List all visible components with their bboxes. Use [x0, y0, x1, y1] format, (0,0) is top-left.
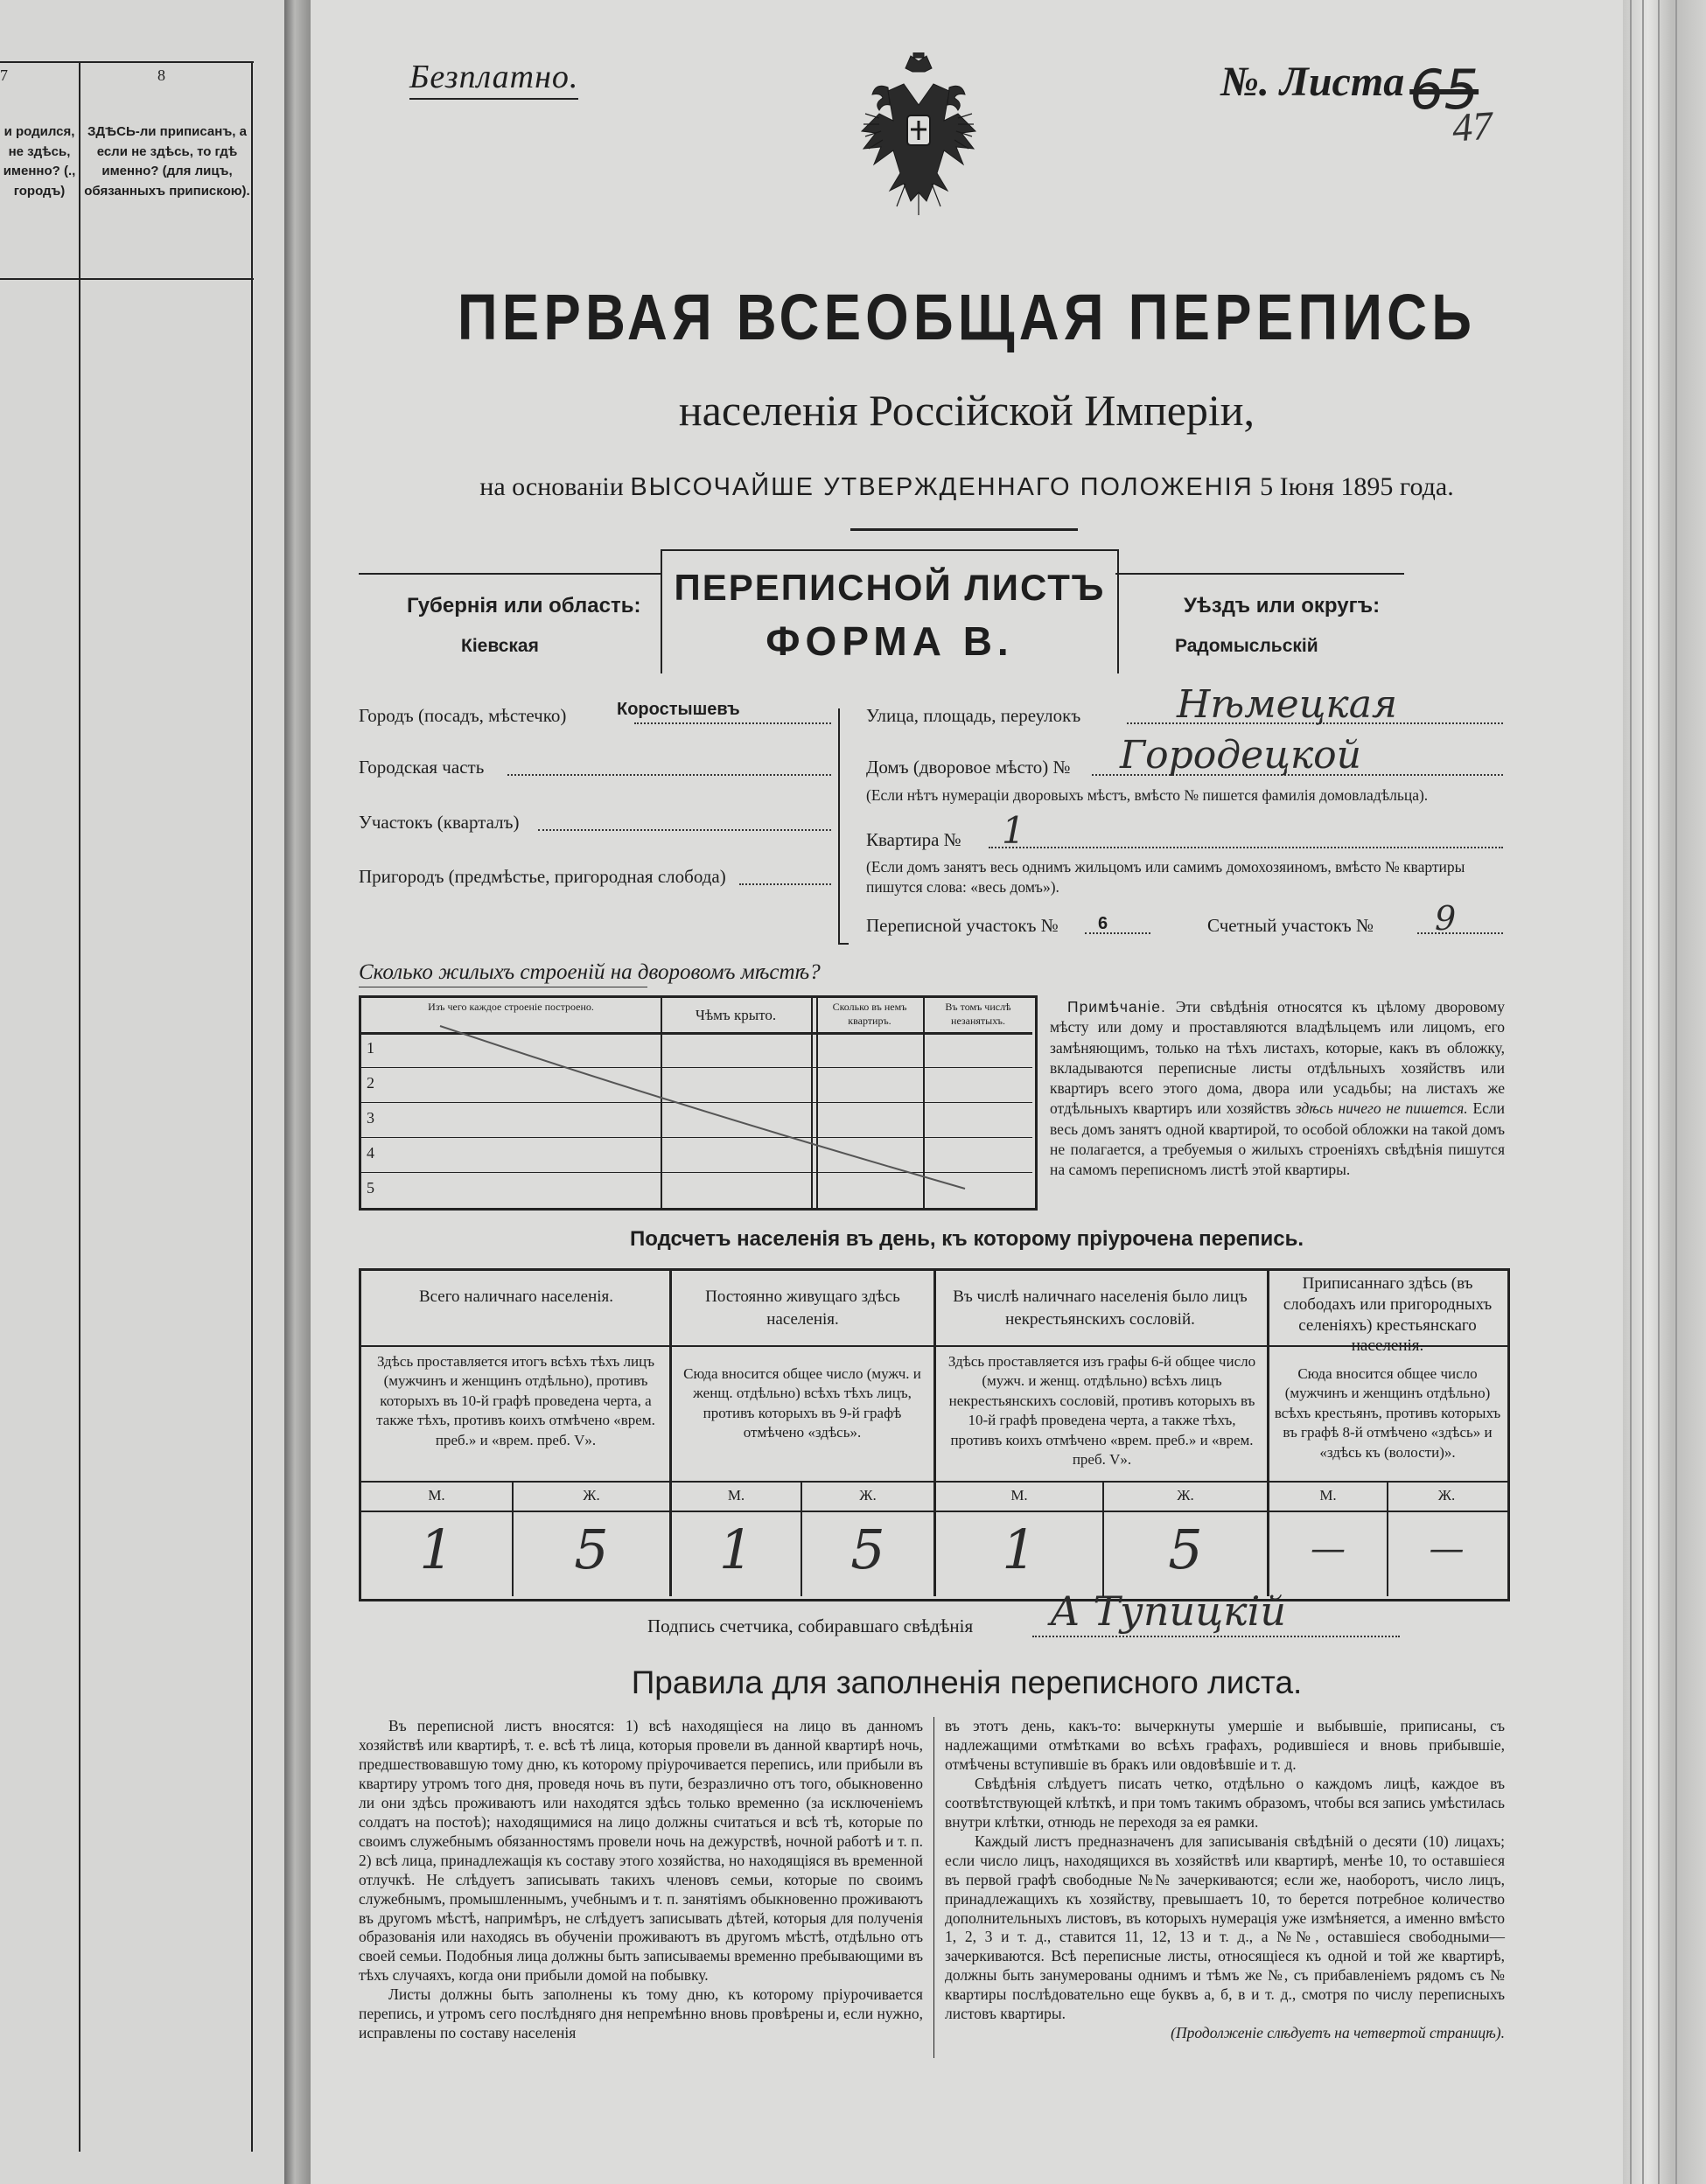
note-text-2: Если весь домъ занятъ одной квартирой, то особой обложки на такой домъ не полагается, а требуемыя о жилыхъ строеніяхъ свѣдѣнія пишутся на самомъ переписномъ листѣ этой квартиры. — [1050, 1099, 1505, 1179]
buildings-row-1: 1 — [367, 1039, 374, 1057]
city-value: Коростышевъ — [617, 700, 740, 719]
pop-col1-m-label: М. — [428, 1487, 445, 1504]
basis-prefix: на основаніи — [479, 472, 624, 501]
edge-line-1 — [1630, 0, 1632, 2184]
free-label: Безплатно. — [409, 58, 578, 100]
apartment-label: Квартира № — [866, 829, 961, 850]
pop-col1-f-value: 5 — [574, 1518, 609, 1581]
count-section-value: 9 — [1435, 899, 1457, 938]
pop-col3-f-label: Ж. — [1177, 1487, 1194, 1504]
signature-line — [1032, 1636, 1400, 1637]
census-section-label: Переписной участокъ № — [866, 915, 1059, 936]
prigorod-line — [739, 883, 831, 885]
apartment-value: 1 — [1002, 809, 1025, 852]
sheet-title-box — [661, 549, 1119, 673]
rules-right-p2: Свѣдѣнія слѣдуетъ писать четко, отдѣльно о каждомъ лицѣ, каждое въ соотвѣтствующей клѣткѣ, и при томъ такимъ образомъ, чтобы вся запись умѣстилась внутри клѣтки, отнюдь не переходя за ея рамки. — [945, 1774, 1505, 1831]
pop-col4-desc: Сюда вносится общее число (мужчинъ и женщинъ отдѣльно) всѣхъ крестьянъ, противъ которыхъ въ графѣ 8-й отмѣчено «здѣсь» и «здѣсь къ (волости)». — [1274, 1365, 1501, 1461]
city-part-label: Городская часть — [359, 757, 485, 778]
pop-col2-m-label: М. — [727, 1487, 745, 1504]
pop-col3-header: Въ числѣ наличнаго населенія было лицъ некрестьянскихъ сословій. — [953, 1287, 1248, 1329]
main-title: ПЕРВАЯ ВСЕОБЩАЯ ПЕРЕПИСЬ — [457, 281, 1477, 353]
uezd-block — [1115, 573, 1404, 673]
gubernia-value: Кіевская — [461, 636, 539, 656]
count-section-line — [1417, 932, 1503, 934]
buildings-row-2: 2 — [367, 1074, 374, 1092]
pop-col1-desc: Здѣсь проставляется итогъ всѣхъ тѣхъ лицъ (мужчинъ и женщинъ отдѣльно), противъ которыхъ въ 10-й графѣ проведена черта, а также тѣхъ, противъ коихъ отмѣчено «врем. преб.» и «врем. преб. V». — [376, 1353, 655, 1448]
rules-continued: (Продолженіе слѣдуетъ на четвертой страницѣ). — [1171, 2024, 1505, 2042]
col7-number: 7 — [0, 66, 8, 84]
prigorod-label: Пригородъ (предмѣстье, пригородная слобода) — [359, 866, 726, 887]
house-note: (Если нѣтъ нумераціи дворовыхъ мѣстъ, вмѣсто № пишется фамилія домовладѣльца). — [866, 786, 1429, 804]
double-headed-eagle-emblem-icon — [853, 52, 984, 219]
pop-col4-f-value: — — [1429, 1529, 1465, 1569]
title-rule — [850, 528, 1078, 531]
book-gutter — [284, 0, 311, 2184]
buildings-col-material: Изъ чего каждое строеніе построено. — [428, 1001, 594, 1013]
buildings-col-roof: Чѣмъ крыто. — [695, 1007, 777, 1023]
buildings-strikethrough-line — [361, 998, 1032, 1205]
signature-label: Подпись счетчика, собиравшаго свѣдѣнія — [647, 1615, 974, 1636]
census-section-value: 6 — [1098, 914, 1108, 933]
pop-col2-m-value: 1 — [718, 1518, 754, 1581]
rules-right-p1: въ этотъ день, какъ-то: вычеркнуты умершіе и выбывшіе, приписаны, съ надлежащими отмѣтками во всѣхъ графахъ, родившіеся и вновь прибывшіе, отмѣчены вступившіе въ бракъ или овдовѣвшіе и т. д. — [945, 1717, 1505, 1773]
pop-col1-m-value: 1 — [419, 1518, 454, 1581]
street-value: Нѣмецкая — [1177, 682, 1398, 727]
rules-left-p1: Въ переписной листъ вносятся: 1) всѣ находящіеся на лицо въ данномъ хозяйствѣ или квартирѣ, т. е. всѣ тѣ лица, которыя провели въ данной квартирѣ ночь, предшествовавшую тому дню, къ которому пріурочивается перепись, или прибыли въ квартиру утромъ того дня, проведя ночь въ пути, безразлично отъ того, обыкновенно ли они здѣсь проживаютъ или находятся здѣсь только временно (за исключеніемъ солдатъ на постоѣ); находящимися на лицо должны считаться и всѣ тѣ, которые по своимъ служебнымъ обязанностямъ провели ночь на дежурствѣ, ночной работѣ и т. п. 2) всѣ лица, принадлежащія къ составу этого хозяйства, но находящіяся въ временной отлучкѣ. Не слѣдуетъ записывать такихъ членовъ семьи, которые по своимъ служебнымъ, промышленнымъ, учебнымъ и т. п. занятіямъ обыкновенно проживаютъ въ другомъ мѣстѣ, напримѣръ, не слѣдуетъ записывать дѣтей, которыя для полученія образованія или находясь въ обученіи проживаютъ въ другомъ мѣстѣ, отдѣльно отъ своей семьи. Подобныя лица должны быть записываемы временно пребывающими въ тѣхъ случаяхъ, когда они прибыли домой на побывку. — [359, 1717, 923, 1985]
pop-col1-f-label: Ж. — [583, 1487, 600, 1504]
col8-header: ЗДѢСЬ-ли приписанъ, а если не здѣсь, то гдѣ именно? (для лицъ, обязанныхъ припискою). — [84, 124, 250, 199]
note-title: Примѣчаніе. — [1067, 998, 1166, 1015]
gubernia-label: Губернія или область: — [407, 594, 641, 618]
pop-col3-desc: Здѣсь проставляется изъ графы 6-й общее число (мужч. и женщ. отдѣльно) всѣхъ лицъ некрестьянскихъ сословій, противъ которыхъ въ 10-й графѣ проведена черта, а также тѣхъ, противъ коихъ отмѣчено «врем. преб.» и «врем. преб. V». — [947, 1353, 1256, 1469]
left-page-fragment — [0, 0, 286, 2184]
count-section-label: Счетный участокъ № — [1207, 915, 1374, 936]
city-line — [634, 722, 831, 724]
city-label: Городъ (посадъ, мѣстечко) — [359, 705, 567, 726]
street-label: Улица, площадь, переулокъ — [866, 705, 1081, 726]
rules-divider — [933, 1717, 934, 2058]
buildings-note — [1050, 997, 1505, 1180]
rules-left-column — [359, 1717, 923, 2043]
buildings-col-apartments: Сколько въ немъ квартиръ. — [832, 1001, 907, 1027]
form-title: ФОРМА В. — [766, 618, 1014, 664]
sheet-number-value: 65 — [1409, 58, 1479, 122]
rules-title: Правила для заполненія переписного листа. — [631, 1664, 1303, 1700]
uezd-value: Радомысльскій — [1175, 636, 1318, 656]
pop-col4-header: Приписаннаго здѣсь (въ слободахъ или пригородныхъ селеніяхъ) крестьянскаго населенія. — [1283, 1274, 1493, 1356]
rules-left-p2: Листы должны быть заполнены къ тому дню, къ которому пріурочивается перепись, и утромъ сего послѣдняго дня непремѣнно вновь провѣрены и, если нужно, исправлены по составу населенія — [359, 1985, 923, 2042]
pop-col2-desc: Сюда вносится общее число (мужч. и женщ. отдѣльно) всѣхъ тѣхъ лицъ, противъ которыхъ въ 9-й графѣ отмѣчено «здѣсь». — [683, 1365, 921, 1441]
gubernia-block — [359, 573, 661, 673]
address-divider-foot — [838, 943, 849, 945]
edge-line-3 — [1658, 0, 1660, 2184]
uezd-label: Уѣздъ или округъ: — [1184, 594, 1381, 618]
sheet-title: ПЕРЕПИСНОЙ ЛИСТЪ — [674, 567, 1106, 608]
rules-right-p3: Каждый листъ предназначенъ для записыванія свѣдѣній о десяти (10) лицахъ; если число лицъ, находящихся въ хозяйствѣ или квартирѣ, менѣе 10, то оставшіеся въ первой графѣ свободные №№ зачеркиваются; если же, наоборотъ, число лицъ, принадлежащихъ къ хозяйству, превышаетъ 10, то берется потребное количество дополнительныхъ листовъ, въ которыхъ нумерація уже измѣняется, а именно вмѣсто 1, 2, 3 и т. д., ставится 11, 12, 13 и т. д., а №№, оставшіеся свободными—зачеркиваются. Всѣ переписные листы, относящіеся къ одной и той же квартирѣ, должны быть занумерованы однимъ и тѣмъ же №, съ прибавленіемъ рядомъ съ № квартиры послѣдовательно еще буквъ а, б, в и т. д., смотря по числу переписныхъ листовъ квартиры. — [945, 1832, 1505, 2023]
edge-line-4 — [1675, 0, 1677, 2184]
population-title: Подсчетъ населенія въ день, къ которому пріурочена перепись. — [630, 1227, 1304, 1251]
rules-right-column — [945, 1717, 1505, 2043]
decree-basis — [311, 472, 1623, 502]
buildings-col-vacant: Въ томъ числѣ незанятыхъ. — [945, 1001, 1011, 1027]
buildings-row-5: 5 — [367, 1179, 374, 1197]
pop-col2-header: Постоянно живущаго здѣсь населенія. — [705, 1287, 900, 1329]
house-value: Городецкой — [1120, 733, 1362, 778]
pt-h-mz — [361, 1511, 1507, 1512]
apartment-note: (Если домъ занятъ весь однимъ жильцомъ или самимъ домохозяиномъ, вмѣсто № квартиры пишутся слова: «весь домъ»). — [866, 858, 1465, 896]
basis-caps: ВЫСОЧАЙШЕ УТВЕРЖДЕННАГО ПОЛОЖЕНІЯ — [630, 473, 1254, 501]
col7-header: и родился, не здѣсь, именно? (., городъ) — [3, 124, 76, 199]
house-label: Домъ (дворовое мѣсто) № — [866, 757, 1071, 778]
address-divider — [838, 708, 840, 943]
buildings-row-4: 4 — [367, 1144, 374, 1162]
left-column-7 — [0, 61, 80, 2152]
archive-number: 47 — [1451, 102, 1494, 150]
pop-col2-f-value: 5 — [850, 1518, 885, 1581]
uchastok-label: Участокъ (кварталъ) — [359, 812, 520, 833]
pt-h-desc — [361, 1481, 1507, 1483]
city-part-line — [507, 774, 831, 776]
census-sheet-page — [311, 0, 1623, 2184]
pop-col3-f-value: 5 — [1168, 1518, 1203, 1581]
pop-col4-m-label: М. — [1319, 1487, 1337, 1504]
pop-col2-f-label: Ж. — [859, 1487, 877, 1504]
uchastok-line — [538, 829, 831, 831]
census-section-line — [1085, 932, 1150, 934]
sheet-number — [1220, 58, 1479, 122]
note-italic: здѣсь ничего не пишется. — [1295, 1099, 1468, 1118]
apartment-line — [989, 847, 1503, 848]
pop-col4-m-value: — — [1311, 1529, 1346, 1569]
buildings-question: Сколько жилыхъ строеній на дворовомъ мѣстѣ? — [359, 960, 821, 984]
edge-line-2 — [1642, 0, 1644, 2184]
sheet-number-label: №. Листа — [1220, 59, 1405, 105]
buildings-row-3: 3 — [367, 1109, 374, 1127]
signature-value: А Тупицкій — [1050, 1587, 1286, 1635]
pop-col3-m-label: М. — [1010, 1487, 1028, 1504]
col8-number: 8 — [157, 66, 165, 84]
subtitle: населенія Россійской Имперіи, — [678, 386, 1255, 435]
pop-col4-f-label: Ж. — [1437, 1487, 1456, 1504]
page-stack-edge — [1623, 0, 1706, 2184]
note-text: Эти свѣдѣнія относятся къ цѣлому дворовому мѣсту или дому и проставляются владѣльцемъ или лицомъ, его замѣняющимъ, только на тѣхъ листахъ, которые, какъ въ обложку, вкладываются переписные листы отдѣльныхъ хозяйствъ или квартиръ всего этого дома, двора или усадьбы; на листахъ же отдѣльныхъ квартиръ или хозяйствъ — [1050, 998, 1506, 1118]
pop-col3-m-value: 1 — [1002, 1518, 1037, 1581]
left-column-8 — [80, 61, 253, 2152]
pop-col1-header: Всего наличнаго населенія. — [418, 1287, 614, 1306]
basis-suffix: 5 Іюня 1895 года. — [1260, 472, 1454, 501]
